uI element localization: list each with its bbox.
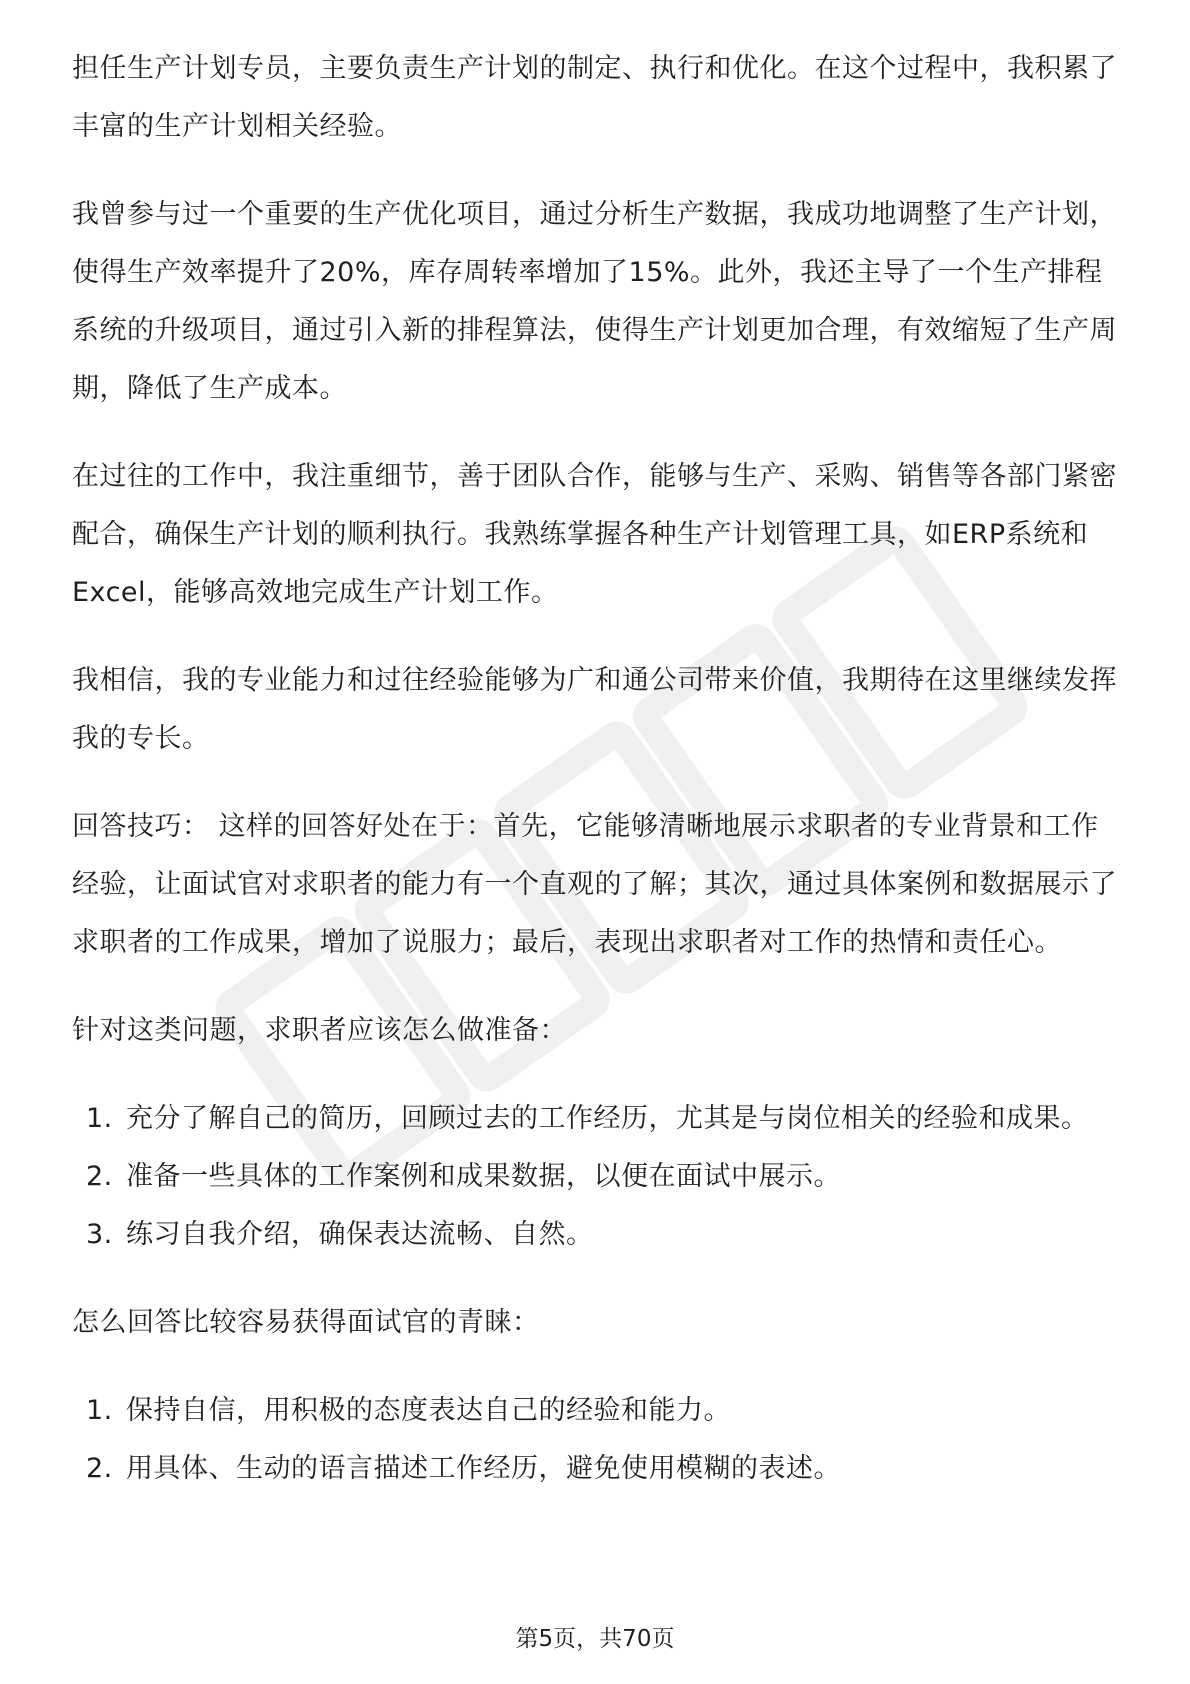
document-page	[72, 40, 1122, 1528]
paragraph-intro: 担任生产计划专员，主要负责生产计划的制定、执行和优化。在这个过程中，我积累了丰富的生产计划相关经验。	[72, 53, 1117, 142]
paragraph-closing: 我相信，我的专业能力和过往经验能够为广和通公司带来价值，我期待在这里继续发挥我的专长。	[72, 665, 1117, 754]
prep-heading: 针对这类问题，求职者应该怎么做准备：	[72, 1015, 567, 1046]
list-number: 1.	[86, 1395, 113, 1426]
list-item	[72, 1206, 1122, 1264]
answer-list	[72, 1382, 1122, 1498]
paragraph-project: 我曾参与过一个重要的生产优化项目，通过分析生产数据，我成功地调整了生产计划，使得生产效率提升了20%，库存周转率增加了15%。此外，我还主导了一个生产排程系统的升级项目，通过引入新的排程算法，使得生产计划更加合理，有效缩短了生产周期，降低了生产成本。	[72, 199, 1117, 404]
paragraph-skills: 在过往的工作中，我注重细节，善于团队合作，能够与生产、采购、销售等各部门紧密配合，确保生产计划的顺利执行。我熟练掌握各种生产计划管理工具，如ERP系统和Excel，能够高效地完成生产计划工作。	[72, 461, 1117, 608]
list-item	[72, 1148, 1122, 1206]
list-text: 用具体、生动的语言描述工作经历，避免使用模糊的表述。	[126, 1453, 841, 1484]
list-number: 2.	[86, 1161, 113, 1192]
answer-heading: 怎么回答比较容易获得面试官的青睐：	[72, 1307, 540, 1338]
list-item	[72, 1440, 1122, 1498]
list-number: 3.	[86, 1219, 113, 1250]
prep-list	[72, 1090, 1122, 1264]
list-item	[72, 1090, 1122, 1148]
list-item	[72, 1382, 1122, 1440]
list-text: 充分了解自己的简历，回顾过去的工作经历，尤其是与岗位相关的经验和成果。	[126, 1103, 1089, 1134]
paragraph-answer-tips: 回答技巧： 这样的回答好处在于：首先，它能够清晰地展示求职者的专业背景和工作经验，让面试官对求职者的能力有一个直观的了解；其次，通过具体案例和数据展示了求职者的工作成果，增加了说服力；最后，表现出求职者对工作的热情和责任心。	[72, 811, 1117, 958]
list-text: 练习自我介绍，确保表达流畅、自然。	[126, 1219, 594, 1250]
list-text: 准备一些具体的工作案例和成果数据，以便在面试中展示。	[126, 1161, 841, 1192]
page-number-footer: 第5页，共70页	[515, 1626, 675, 1652]
list-number: 2.	[86, 1453, 113, 1484]
list-number: 1.	[86, 1103, 113, 1134]
list-text: 保持自信，用积极的态度表达自己的经验和能力。	[126, 1395, 731, 1426]
